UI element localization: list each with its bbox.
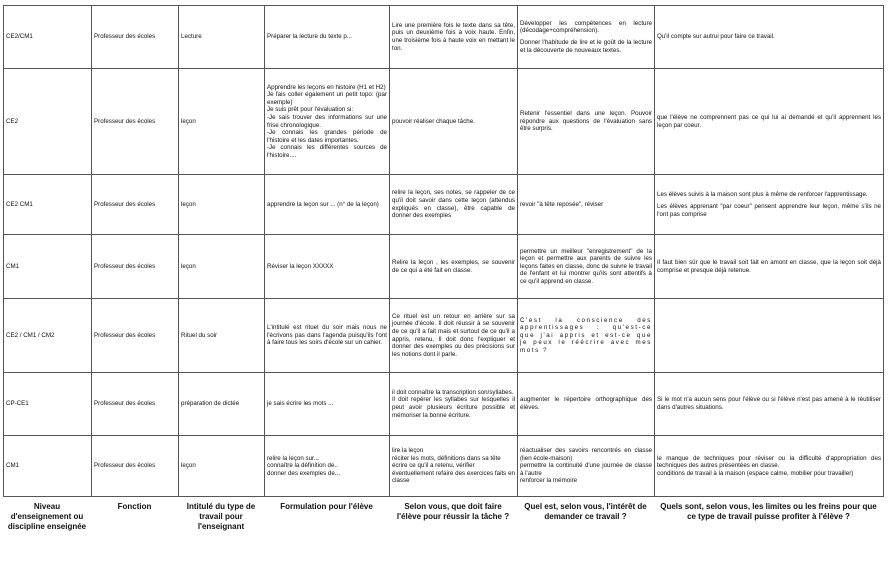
cell-line: Je fais coller également un petit topo: (par exemple) <box>267 91 387 106</box>
cell-line: -Je sais trouver des informations sur une frise chronologique. <box>267 113 387 129</box>
header-fonction: Fonction <box>117 502 152 511</box>
cell-level: CE2 / CM1 / CM2 <box>4 299 92 373</box>
cell-level: CE2 <box>4 69 92 175</box>
cell-line: Donner l'habitude de lire et le goût de la lecture et la découverte de nouveaux textes. <box>520 39 652 54</box>
cell-title: leçon <box>179 175 265 235</box>
header-niveau: Niveau d'enseignement ou discipline enseignée <box>7 502 87 531</box>
cell-line: -Je connais les grandes période de l'histoire et les dates importantes. <box>267 129 387 144</box>
cell-line: Si le mot n'a aucun sens pour l'élève ou si l'élève n'est pas amené à le réutiliser dans d'autres situations. <box>657 396 881 411</box>
cell-line: apprendre la leçon sur ... (n° de la leçon) <box>267 200 379 208</box>
cell-line: relire la leçon sur... <box>267 454 319 462</box>
header-intitule: Intitulé du type de travail pour l'enseignant <box>186 502 256 531</box>
cell-line: Je suis prêt pour l'évaluation si: <box>267 106 354 114</box>
cell-function: Professeur des écoles <box>92 69 179 175</box>
cell-todo <box>390 436 518 497</box>
cell-formulation <box>265 235 390 299</box>
cell-title: Rituel du soir <box>179 299 265 373</box>
cell-todo <box>390 235 518 299</box>
cell-line: écrire ce qu'il a retenu, vérifier <box>392 462 475 470</box>
cell-line: Il doit repérer les syllabes sur lesquelles il peut avoir plusieurs écriture possible et mémoriser la bonne écriture. <box>392 396 515 419</box>
cell-formulation <box>265 436 390 497</box>
cell-line: donner des exemples de... <box>267 469 340 477</box>
survey-sheet <box>3 5 883 532</box>
header-formulation: Formulation pour l'élève <box>280 502 373 511</box>
cell-formulation <box>265 299 390 373</box>
cell-title: préparation de dictée <box>179 373 265 436</box>
table-row <box>4 436 884 497</box>
header-interet: Quel est, selon vous, l'intérêt de demander ce travail ? <box>524 502 647 521</box>
cell-line: lire la leçon <box>392 447 424 455</box>
cell-interest <box>518 436 655 497</box>
cell-line: Qu'il compte sur autrui pour faire ce travail. <box>657 33 775 41</box>
cell-line: Préparer la lecture du texte p... <box>267 33 352 41</box>
cell-title: leçon <box>179 69 265 175</box>
cell-todo <box>390 69 518 175</box>
cell-todo <box>390 175 518 235</box>
cell-line: connaître la définition de.. <box>267 462 338 470</box>
cell-line: L'intitulé est rituel du soir mais nous ne l'écrivons pas dans l'agenda puisqu'ils l'ont à faire tous les soirs d'école sur un cahier. <box>267 324 387 347</box>
cell-todo <box>390 373 518 436</box>
cell-limits <box>655 69 884 175</box>
table-row <box>4 235 884 299</box>
cell-line: renforcer la mémoire <box>520 477 578 485</box>
cell-title: Lecture <box>179 6 265 69</box>
cell-line: -Je connais les différentes sources de l'histoire.... <box>267 144 387 159</box>
table-row <box>4 373 884 436</box>
cell-line: Les élèves apprenant "par coeur" pensent apprendre leur leçon, même s'ils ne l'ont pas comprise <box>657 203 881 218</box>
cell-interest <box>518 69 655 175</box>
cell-interest <box>518 299 655 373</box>
cell-line: réactualiser des savoirs rencontrés en classe (lien école-maison) <box>520 447 652 462</box>
cell-interest <box>518 6 655 69</box>
cell-todo <box>390 299 518 373</box>
cell-line: permettre la continuité d'une journée de classe à l'autre <box>520 462 652 477</box>
cell-line: permettre un meilleur "enregistrement" de la leçon et permettre aux parents de suivre les leçons faites en classe, donc de suivre le travail de l'enfant et lui montrer qu'ils sont attentifs à ce qu'il apprend en classe. <box>520 247 652 285</box>
cell-line: relire la leçon, ses notes, se rappeler de ce qu'il doit savoir dans cette leçon (attendus expliqués en classe), être capable de donner des exemples <box>392 189 515 220</box>
cell-line: Les élèves suivis à la maison sont plus à même de renforcer l'apprentissage. <box>657 190 868 198</box>
cell-formulation <box>265 175 390 235</box>
cell-line: Relire la leçon , les exemples, se souvenir de ce qui a été fait en classe. <box>392 258 515 274</box>
cell-line: Développer les compétences en lecture (décodage+compréhension). <box>520 19 652 35</box>
cell-line: réciter les mots, définitions dans sa tête <box>392 454 501 462</box>
cell-formulation <box>265 69 390 175</box>
cell-line: augmenter le répertoire orthographique des élèves. <box>520 396 652 411</box>
cell-line: il doit connaître la transcription son/syllabes. <box>392 388 514 396</box>
cell-todo <box>390 6 518 69</box>
cell-function: Professeur des écoles <box>92 299 179 373</box>
cell-line: conditions de travail à la maison (espace calme, mobilier pour travailler) <box>657 469 854 477</box>
cell-line: que l'élève ne comprennent pas ce qui lui ai demandé et qu'il apprennent les leçon par coeur. <box>657 113 881 129</box>
cell-title: leçon <box>179 436 265 497</box>
cell-line: Réviser la leçon XXXXX <box>267 262 334 270</box>
cell-line: pouvoir réaliser chaque tâche. <box>392 117 475 125</box>
cell-line: revoir "à tête reposée", réviser <box>520 200 604 208</box>
responses-table <box>3 5 884 497</box>
table-row <box>4 175 884 235</box>
cell-line: je sais écrire les mots ... <box>267 400 334 408</box>
cell-function: Professeur des écoles <box>92 175 179 235</box>
cell-title: leçon <box>179 235 265 299</box>
cell-line: Il faut bien sûr que le travail soit fait en amont en classe, que la leçon soit déjà comprise et presque déjà retenue. <box>657 258 881 274</box>
cell-line: Retenir l'essentiel dans une leçon. Pouvoir répondre aux questions de l'évaluation sans être surpris. <box>520 110 652 133</box>
cell-interest <box>518 175 655 235</box>
cell-limits <box>655 235 884 299</box>
cell-function: Professeur des écoles <box>92 373 179 436</box>
column-headers <box>3 499 883 532</box>
cell-level: CE2 CM1 <box>4 175 92 235</box>
cell-interest <box>518 373 655 436</box>
cell-line: Ce rituel est un retour en arrière sur sa journée d'école. Il doit réussir à se souvenir de ce qu'il a fait mais et surtout de ce qu'il a appris, retenu. Il doit donc l'expliquer et donner des exemples ou des précisions sur les notions dont il parle. <box>392 312 515 358</box>
cell-formulation <box>265 6 390 69</box>
cell-function: Professeur des écoles <box>92 235 179 299</box>
header-que-doit-faire: Selon vous, que doit faire l'élève pour réussir la tâche ? <box>396 502 510 521</box>
cell-limits <box>655 299 884 373</box>
cell-limits <box>655 175 884 235</box>
cell-level: CP-CE1 <box>4 373 92 436</box>
table-row <box>4 299 884 373</box>
cell-line: Lire une première fois le texte dans sa tête, puis un deuxième fois à voix haute. Enfin, une troisième fois à haute voix en mettant le ton. <box>392 21 515 52</box>
cell-line: le manque de techniques pour réviser ou la difficulté d'appropriation des techniques des autres présentées en classe. <box>657 454 881 470</box>
cell-function: Professeur des écoles <box>92 436 179 497</box>
cell-line: Apprendre les leçons en histoire (H1 et H2) <box>267 83 386 91</box>
table-row <box>4 6 884 69</box>
cell-function: Professeur des écoles <box>92 6 179 69</box>
cell-line: C'est la conscience des apprentissages : qu'est-ce que j'ai appris et est-ce que je peux le réécrire avec mes mots ? <box>520 316 652 354</box>
cell-level: CM1 <box>4 436 92 497</box>
cell-interest <box>518 235 655 299</box>
table-row <box>4 69 884 175</box>
cell-formulation <box>265 373 390 436</box>
cell-limits <box>655 373 884 436</box>
cell-line: éventuellement refaire des exercices faits en classe <box>392 469 515 485</box>
cell-limits <box>655 436 884 497</box>
cell-level: CE2/CM1 <box>4 6 92 69</box>
cell-level: CM1 <box>4 235 92 299</box>
header-limites: Quels sont, selon vous, les limites ou les freins pour que ce type de travail puisse profiter à l'élève ? <box>660 502 877 521</box>
cell-limits <box>655 6 884 69</box>
